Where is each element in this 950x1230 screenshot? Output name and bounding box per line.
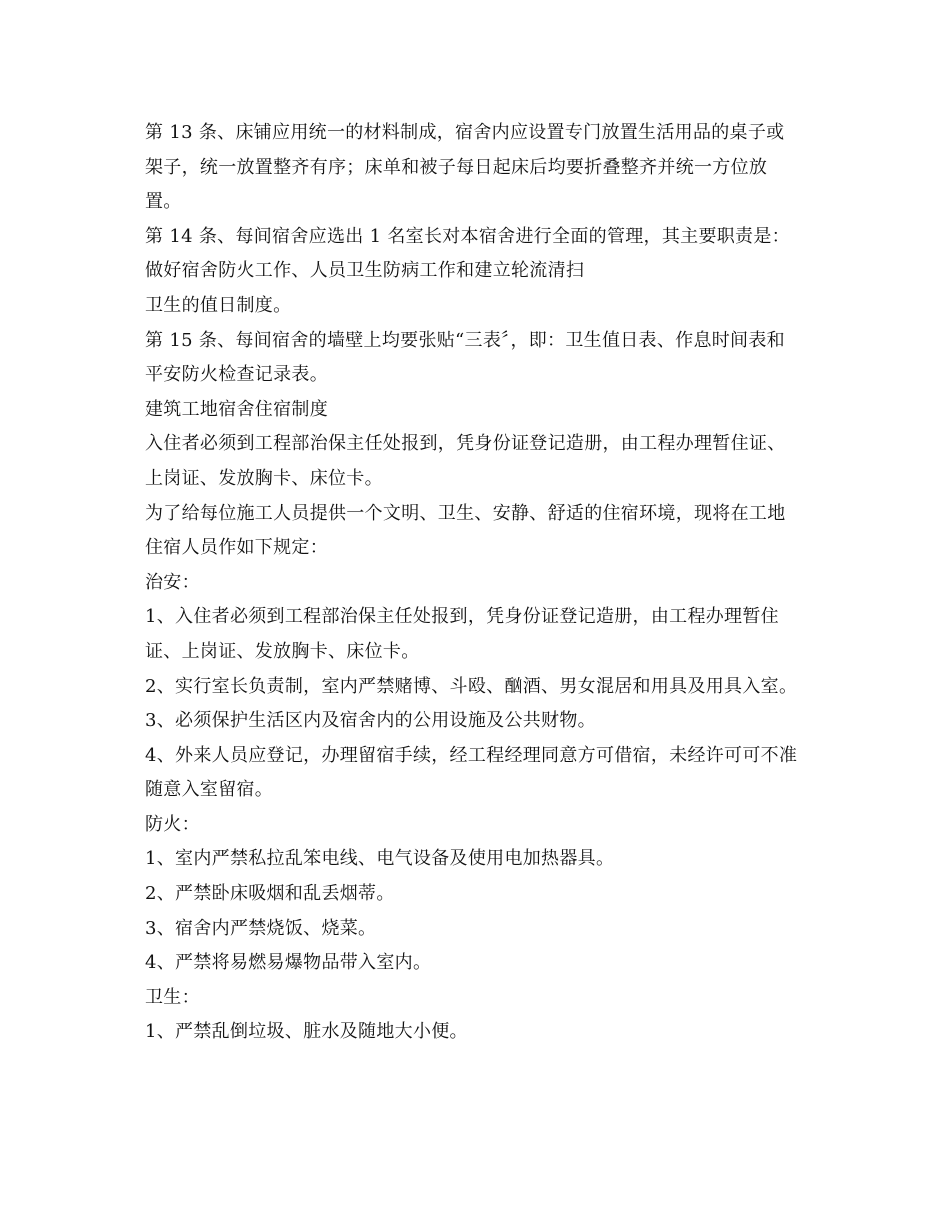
heading-security: 治安： [145, 571, 200, 593]
article-13-line-1: 第 13 条、床铺应用统一的材料制成，宿舍内应设置专门放置生活用品的桌子或 [145, 122, 785, 143]
article-13-line-3: 置。 [145, 191, 182, 213]
document-body [145, 116, 825, 1050]
security-item-3: 3、必须保护生活区内及宿舍内的公用设施及公共财物。 [145, 710, 596, 732]
article-14-line-3: 卫生的值日制度。 [145, 294, 292, 316]
heading-hygiene: 卫生： [145, 986, 200, 1008]
article-14-line-1: 第 14 条、每间宿舍应选出 1 名室长对本宿舍进行全面的管理，其主要职责是： [145, 225, 790, 247]
security-item-4-line-2: 随意入室留宿。 [145, 779, 274, 801]
intro-paragraph-2-line-1: 为了给每位施工人员提供一个文明、卫生、安静、舒适的住宿环境，现将在工地 [145, 502, 786, 524]
fire-item-3: 3、宿舍内严禁烧饭、烧菜。 [145, 917, 377, 939]
fire-item-4: 4、严禁将易燃易爆物品带入室内。 [145, 952, 432, 974]
fire-item-2: 2、严禁卧床吸烟和乱丢烟蒂。 [145, 883, 395, 905]
security-item-2: 2、实行室长负责制，室内严禁赌博、斗殴、酗酒、男女混居和用具及用具入室。 [145, 675, 798, 697]
security-item-1-line-2: 证、上岗证、发放胸卡、床位卡。 [145, 640, 420, 662]
intro-paragraph-2-line-2: 住宿人员作如下规定： [145, 537, 328, 559]
article-15-line-1: 第 15 条、每间宿舍的墙壁上均要张贴“三表〞，即：卫生值日表、作息时间表和 [145, 329, 785, 351]
hygiene-item-1: 1、严禁乱倒垃圾、脏水及随地大小便。 [145, 1021, 468, 1043]
security-item-1-line-1: 1、入住者必须到工程部治保主任处报到，凭身份证登记造册，由工程办理暂住 [145, 606, 779, 628]
article-13-line-2: 架子，统一放置整齐有序；床单和被子每日起床后均要折叠整齐并统一方位放 [145, 156, 768, 178]
security-item-4-line-1: 4、外来人员应登记，办理留宿手续，经工程经理同意方可借宿，未经许可可不准 [145, 744, 798, 766]
section-title: 建筑工地宿舍住宿制度 [145, 398, 328, 420]
article-14-line-2: 做好宿舍防火工作、人员卫生防病工作和建立轮流清扫 [145, 260, 585, 282]
intro-paragraph-1-line-1: 入住者必须到工程部治保主任处报到，凭身份证登记造册，由工程办理暂住证、 [145, 433, 786, 455]
fire-item-1: 1、室内严禁私拉乱笨电线、电气设备及使用电加热器具。 [145, 848, 615, 870]
intro-paragraph-1-line-2: 上岗证、发放胸卡、床位卡。 [145, 467, 383, 489]
article-15-line-2: 平安防火检查记录表。 [145, 364, 328, 386]
heading-fire-prevention: 防火： [145, 813, 200, 835]
